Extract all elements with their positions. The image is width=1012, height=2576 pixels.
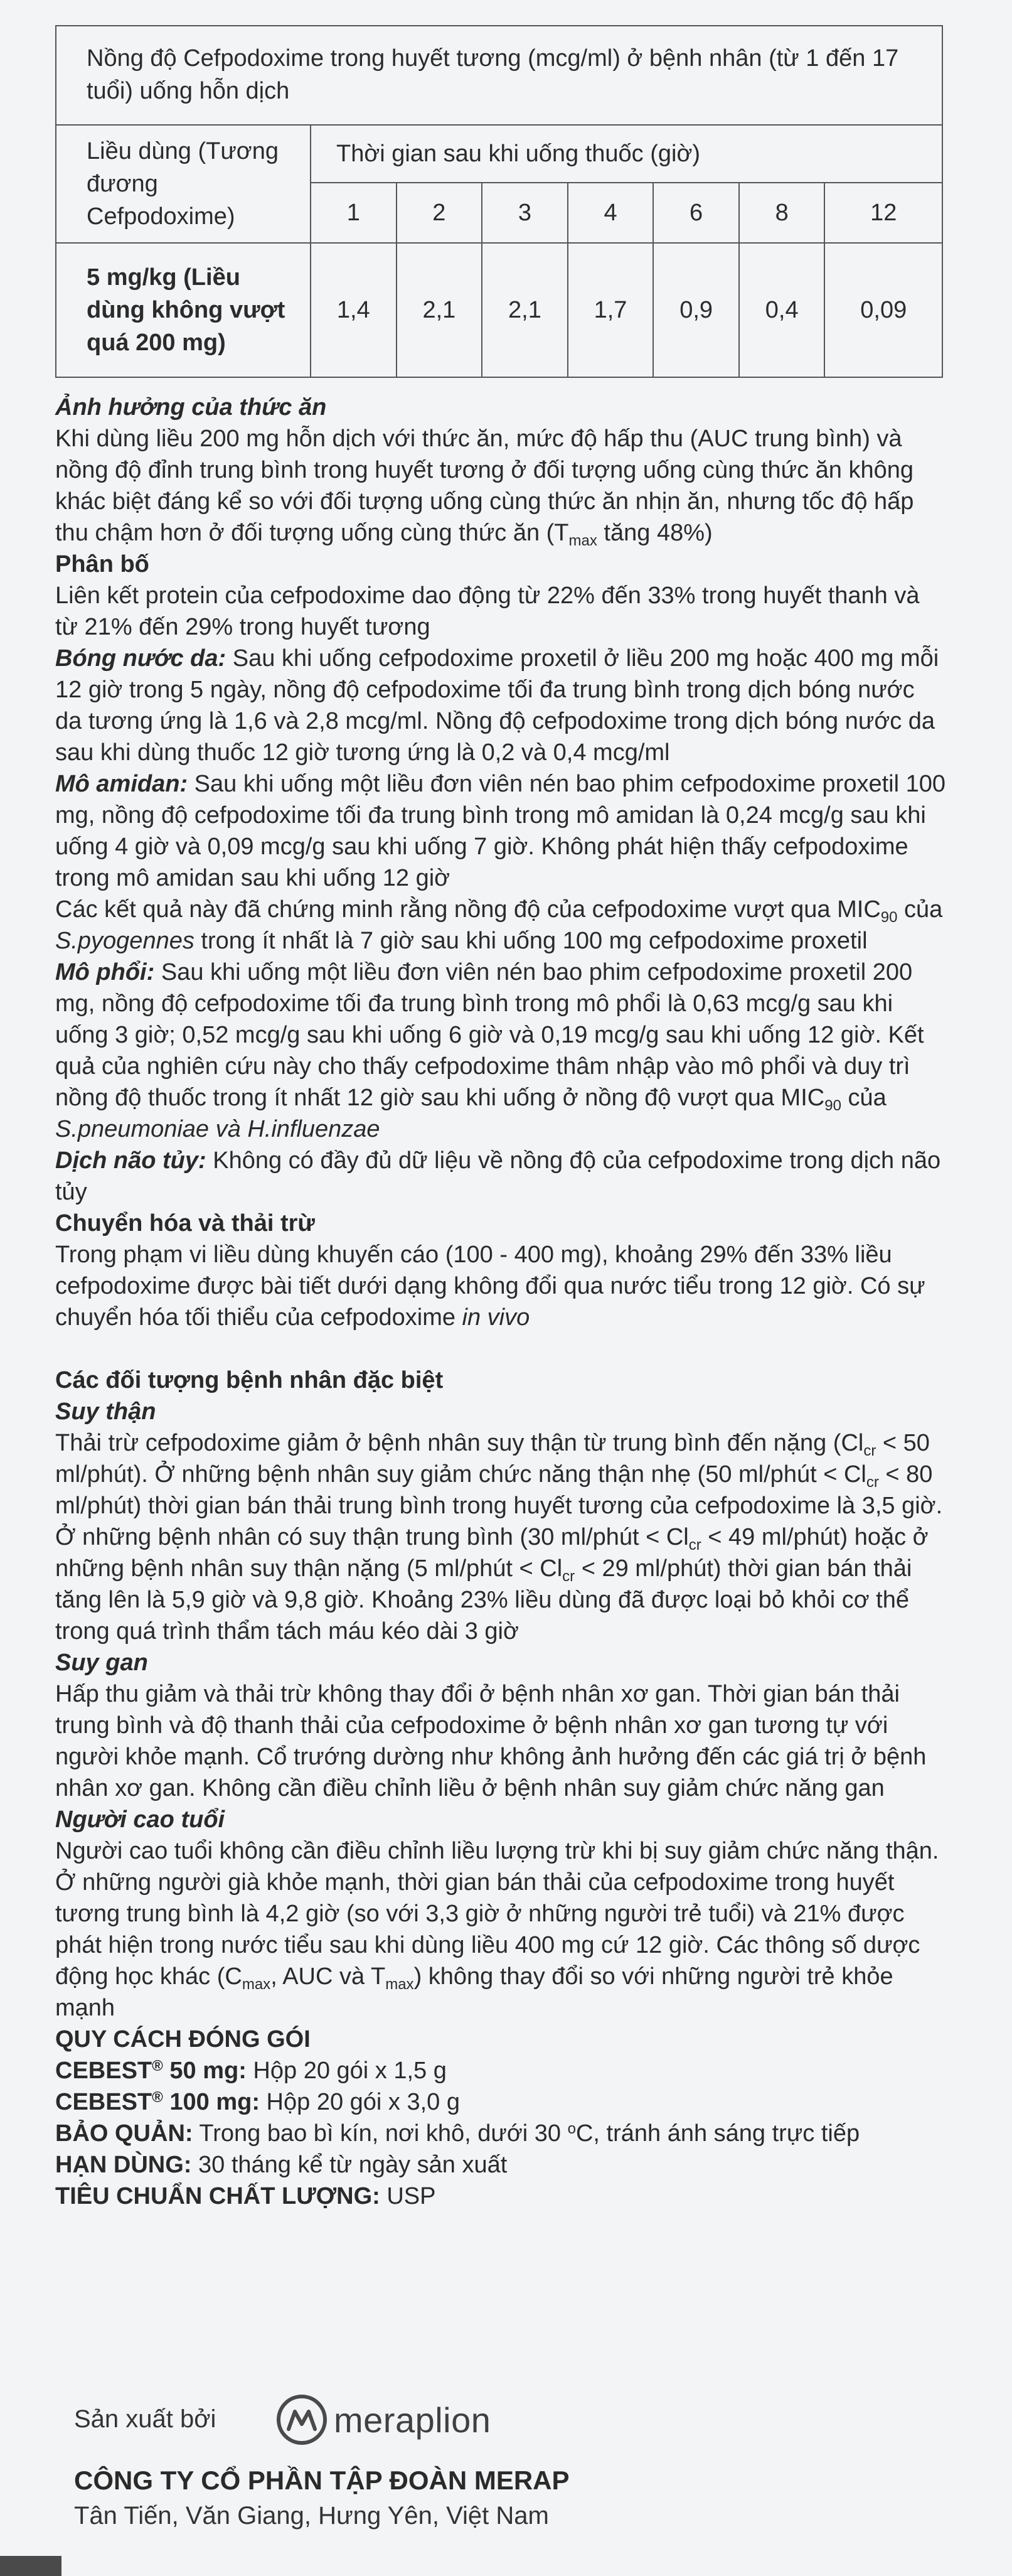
csf-paragraph — [55, 1145, 946, 1208]
mic-species: S.pyogennes — [55, 928, 194, 954]
leaflet-page — [55, 25, 946, 2212]
hour-cell: 1 — [311, 183, 397, 243]
value-cell: 1,4 — [311, 243, 397, 377]
lung-text-2: của — [841, 1085, 887, 1111]
renal-text-5: < 29 ml/phút) thời gian bán thải tăng lên là 5,9 giờ và 9,8 giờ. Khoảng 23% liều dùng đã được loại bỏ khỏi cơ thể trong quá trình thẩm tách máu kéo dài 3 giờ — [55, 1555, 912, 1645]
hour-cell: 2 — [397, 183, 482, 243]
tonsil-label: Mô amidan: — [55, 771, 188, 797]
lung-text: Sau khi uống một liều đơn viên nén bao phim cefpodoxime proxetil 200 mg, nồng độ cefpodoxime tối đa trung bình trong mô phổi là 0,63 mcg/g sau khi uống 3 giờ; 0,52 mcg/g sau khi uống 6 giờ và 0,19 mcg/g sau khi uống 12 giờ. Kết quả của nghiên cứu này cho thấy cefpodoxime thâm nhập vào mô phổi và duy trì nồng độ thuốc trong ít nhất 12 giờ sau khi uống ở nồng độ vượt qua MIC — [55, 959, 924, 1111]
elderly-heading: Người cao tuổi — [55, 1806, 225, 1833]
hour-cell: 4 — [568, 183, 654, 243]
renal-text-2: < 50 ml/phút). Ở những bệnh nhân suy giảm chức năng thận nhẹ (50 ml/phút < Cl — [55, 1430, 930, 1488]
elderly-text-3: ) không thay đổi so với những người trẻ khỏe mạnh — [55, 1963, 893, 2021]
value-cell: 0,4 — [739, 243, 825, 377]
cmax-sub: max — [242, 1976, 271, 1993]
dose-value: 5 mg/kg (Liều dùng không vượt quá 200 mg) — [56, 243, 311, 377]
lung-paragraph — [55, 957, 946, 1114]
produced-by: Sản xuất bởi — [74, 2405, 216, 2433]
meraplion-logo — [275, 2393, 491, 2447]
mic-paragraph — [55, 894, 946, 957]
company-name: CÔNG TY CỔ PHẦN TẬP ĐOÀN MERAP — [74, 2466, 570, 2495]
pack-100-text: Hộp 20 gói x 3,0 g — [260, 2089, 460, 2115]
lung-species: S.pneumoniae và H.influenzae — [55, 1116, 380, 1142]
brand-name: meraplion — [334, 2400, 491, 2440]
tonsil-paragraph — [55, 768, 946, 894]
cr-sub: cr — [688, 1537, 701, 1554]
registered-mark: ® — [152, 2089, 163, 2106]
cr-sub: cr — [866, 1474, 879, 1491]
storage-text: Trong bao bì kín, nơi khô, dưới 30 — [193, 2120, 568, 2147]
quality-standard — [55, 2181, 946, 2212]
food-paragraph — [55, 423, 946, 549]
pack-50-text: Hộp 20 gói x 1,5 g — [246, 2058, 447, 2084]
food-heading: Ảnh hưởng của thức ăn — [55, 394, 327, 421]
pack-100-strength: 100 mg: — [162, 2089, 260, 2115]
food-text: Khi dùng liều 200 mg hỗn dịch với thức ăn, mức độ hấp thu (AUC trung bình) và nồng độ đỉnh trung bình trong huyết tương ở đối tượng uống cùng thức ăn không khác biệt đáng kể so với đối tượng uống cùng thức ăn nhịn ăn, nhưng tốc độ hấp thu chậm hơn ở đối tượng uống cùng thức ăn (T — [55, 426, 914, 546]
mic-sub: 90 — [880, 909, 898, 926]
in-vivo: in vivo — [462, 1304, 530, 1331]
mic-text-2: của — [897, 896, 943, 923]
hour-cell: 8 — [739, 183, 825, 243]
mic-text-3: trong ít nhất là 7 giờ sau khi uống 100 mg cefpodoxime proxetil — [194, 928, 868, 954]
metabolism-paragraph — [55, 1239, 946, 1333]
blister-label: Bóng nước da: — [55, 645, 226, 672]
cr-sub: cr — [562, 1568, 575, 1585]
leaflet-body — [55, 392, 946, 2212]
storage-label: BẢO QUẢN: — [55, 2120, 193, 2147]
pack-100-label: CEBEST — [55, 2089, 152, 2115]
tmax-sub: max — [568, 532, 597, 549]
expiry — [55, 2149, 946, 2181]
elderly-text-1: Người cao tuổi không cần điều chỉnh liều lượng trừ khi bị suy giảm chức năng thận. Ở những người già khỏe mạnh, thời gian bán thải của cefpodoxime trong huyết tương trung bình là 4,2 giờ (so với 3,3 giờ ở những người trẻ tuổi) và 21% được phát hiện trong nước tiểu sau khi dùng liều 400 mg cứ 12 giờ. Các thông số dược động học khác (C — [55, 1838, 939, 1990]
standard-label: TIÊU CHUẨN CHẤT LƯỢNG: — [55, 2183, 380, 2209]
metabolism-heading: Chuyển hóa và thải trừ — [55, 1210, 315, 1237]
pk-table — [55, 25, 943, 378]
spacer — [55, 1333, 946, 1365]
lung-sub: 90 — [824, 1097, 841, 1114]
pack-100 — [55, 2086, 946, 2118]
csf-text: Không có đầy đủ dữ liệu về nồng độ của cefpodoxime trong dịch não tủy — [55, 1147, 941, 1205]
value-cell: 2,1 — [397, 243, 482, 377]
meraplion-logo-icon — [275, 2393, 329, 2447]
lung-label: Mô phổi: — [55, 959, 155, 985]
food-text-end: tăng 48%) — [597, 520, 713, 546]
tmax-sub: max — [385, 1976, 414, 1993]
registered-mark: ® — [152, 2058, 163, 2074]
value-cell: 2,1 — [482, 243, 568, 377]
renal-paragraph — [55, 1427, 946, 1647]
distribution-heading: Phân bố — [55, 551, 149, 577]
value-cell: 0,09 — [824, 243, 942, 377]
renal-text-4: < 49 ml/phút) hoặc ở những bệnh nhân suy thận nặng (5 ml/phút < Cl — [55, 1524, 929, 1582]
renal-text-1: Thải trừ cefpodoxime giảm ở bệnh nhân suy thận từ trung bình đến nặng (Cl — [55, 1430, 864, 1456]
metabolism-text: Trong phạm vi liều dùng khuyến cáo (100 - 400 mg), khoảng 29% đến 33% liều cefpodoxime được bài tiết dưới dạng không đổi qua nước tiểu trong 12 giờ. Có sự chuyển hóa tối thiểu của cefpodoxime — [55, 1242, 925, 1331]
blister-paragraph — [55, 643, 946, 768]
value-cell: 0,9 — [653, 243, 739, 377]
hour-cell: 6 — [653, 183, 739, 243]
hour-cell: 3 — [482, 183, 568, 243]
csf-label: Dịch não tủy: — [55, 1147, 206, 1174]
renal-text-3: < 80 ml/phút) thời gian bán thải trung bình trong huyết tương của cefpodoxime là 3,5 giờ. Ở những bệnh nhân có suy thận trung bình (30 ml/phút < Cl — [55, 1461, 943, 1550]
cr-sub: cr — [863, 1442, 876, 1459]
values-row — [56, 243, 942, 377]
packaging-heading: QUY CÁCH ĐÓNG GÓI — [55, 2026, 311, 2053]
value-cell: 1,7 — [568, 243, 654, 377]
expiry-text: 30 tháng kể từ ngày sản xuất — [191, 2152, 508, 2178]
special-heading: Các đối tượng bệnh nhân đặc biệt — [55, 1367, 444, 1393]
elderly-text-2: , AUC và T — [270, 1963, 386, 1990]
table-caption: Nồng độ Cefpodoxime trong huyết tương (mcg/ml) ở bệnh nhân (từ 1 đến 17 tuổi) uống hỗn dịch — [56, 26, 942, 125]
blister-text: Sau khi uống cefpodoxime proxetil ở liều 200 mg hoặc 400 mg mỗi 12 giờ trong 5 ngày, nồng độ cefpodoxime tối đa trung bình trong dịch bóng nước da tương ứng là 1,6 và 2,8 mcg/ml. Nồng độ cefpodoxime trong dịch bóng nước da sau khi dùng thuốc 12 giờ tương ứng là 0,2 và 0,4 mcg/ml — [55, 645, 939, 766]
pack-50 — [55, 2055, 946, 2086]
elderly-paragraph — [55, 1835, 946, 2024]
tonsil-text: Sau khi uống một liều đơn viên nén bao phim cefpodoxime proxetil 100 mg, nồng độ cefpodoxime tối đa trung bình trong mô amidan là 0,24 mcg/g sau khi uống 4 giờ và 0,09 mcg/g sau khi uống 7 giờ. Không phát hiện thấy cefpodoxime trong mô amidan sau khi uống 12 giờ — [55, 771, 946, 891]
pack-50-label: CEBEST — [55, 2058, 152, 2084]
company-address: Tân Tiến, Văn Giang, Hưng Yên, Việt Nam — [74, 2502, 549, 2530]
standard-text: USP — [380, 2183, 436, 2209]
expiry-label: HẠN DÙNG: — [55, 2152, 192, 2178]
pack-50-strength: 50 mg: — [162, 2058, 247, 2084]
hepatic-heading: Suy gan — [55, 1650, 148, 1676]
hepatic-text: Hấp thu giảm và thải trừ không thay đổi ở bệnh nhân xơ gan. Thời gian bán thải trung bình và độ thanh thải của cefpodoxime ở bệnh nhân xơ gan tương tự với người khỏe mạnh. Cổ trướng dường như không ảnh hưởng đến các giá trị ở bệnh nhân xơ gan. Không cần điều chỉnh liều ở bệnh nhân suy giảm chức năng gan — [55, 1681, 927, 1801]
corner-tab — [0, 2556, 61, 2576]
dose-header: Liều dùng (Tương đương Cefpodoxime) — [56, 125, 311, 243]
renal-heading: Suy thận — [55, 1398, 156, 1425]
hour-cell: 12 — [824, 183, 942, 243]
storage — [55, 2118, 946, 2149]
degree-mark: o — [567, 2120, 576, 2137]
mic-text: Các kết quả này đã chứng minh rằng nồng độ của cefpodoxime vượt qua MIC — [55, 896, 881, 923]
time-header: Thời gian sau khi uống thuốc (giờ) — [311, 125, 942, 183]
distribution-text: Liên kết protein của cefpodoxime dao động từ 22% đến 33% trong huyết thanh và từ 21% đến 29% trong huyết tương — [55, 582, 920, 640]
storage-text-2: C, tránh ánh sáng trực tiếp — [575, 2120, 860, 2147]
